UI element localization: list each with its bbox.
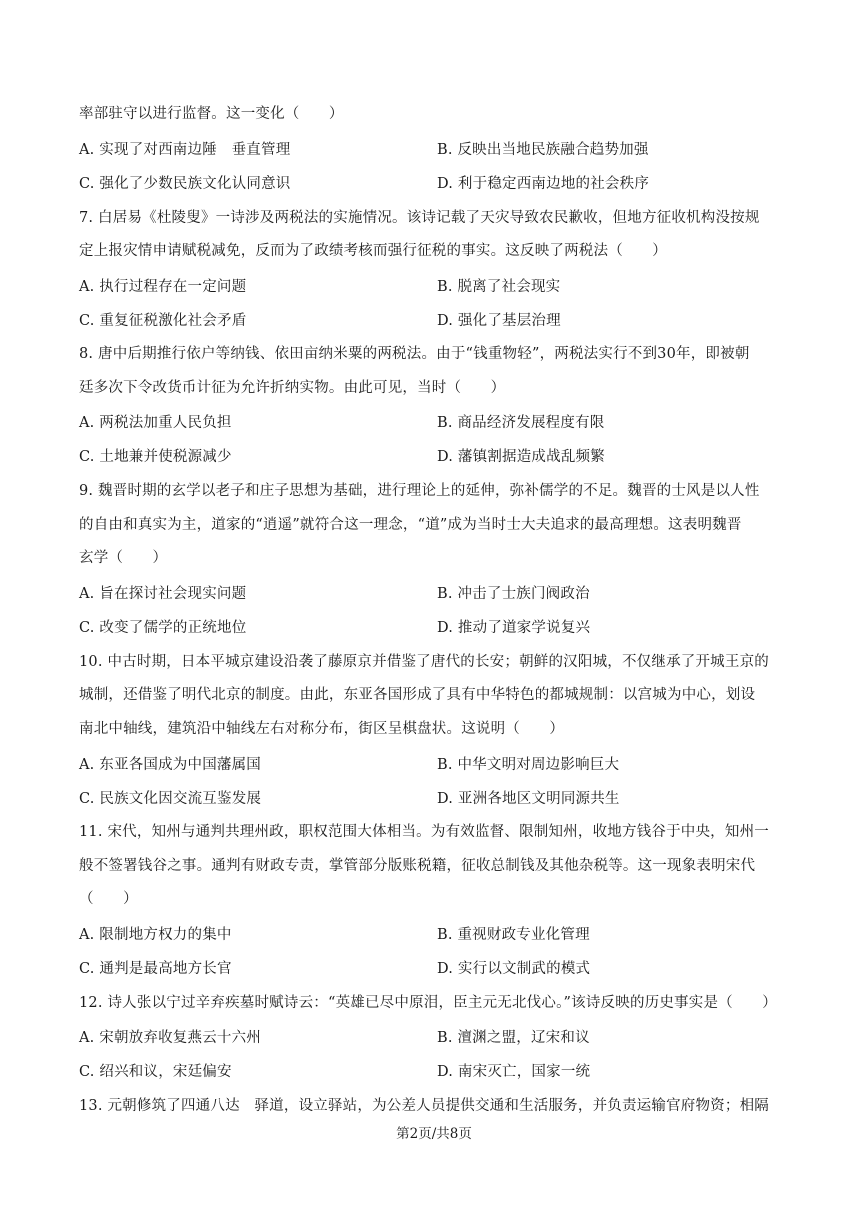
q6-option-b: B. 反映出当地民族融合趋势加强: [437, 142, 649, 158]
q7-option-b: B. 脱离了社会现实: [437, 279, 561, 295]
q12-stem: 12. 诗人张以宁过辛弃疾墓时赋诗云：“英雄已尽中原泪，臣主元无北伐心。”该诗反映的历史事实是（ ）: [79, 995, 777, 1011]
q12-option-c: C. 绍兴和议，宋廷偏安: [79, 1064, 232, 1080]
q8-stem-line2: 廷多次下令改货币计征为允许折纳实物。由此可见，当时（ ）: [79, 380, 506, 396]
q7-stem-line1: 7. 白居易《杜陵叟》一诗涉及两税法的实施情况。该诗记载了天灾导致农民歉收，但地方征收机构没按规: [79, 210, 760, 226]
q7-option-c: C. 重复征税激化社会矛盾: [79, 313, 247, 329]
q10-option-d: D. 亚洲各地区文明同源共生: [437, 791, 620, 807]
q11-option-b: B. 重视财政专业化管理: [437, 927, 590, 943]
q9-stem-line2: 的自由和真实为主，道家的“逍遥”就符合这一理念，“道”成为当时士大夫追求的最高理想。这表明魏晋: [79, 517, 742, 533]
q8-option-a: A. 两税法加重人民负担: [79, 415, 232, 431]
q9-option-d: D. 推动了道家学说复兴: [437, 620, 591, 636]
q9-option-c: C. 改变了儒学的正统地位: [79, 620, 247, 636]
q10-option-b: B. 中华文明对周边影响巨大: [437, 757, 620, 773]
q9-option-a: A. 旨在探讨社会现实问题: [79, 586, 247, 602]
page-number-footer: 第2页/共8页: [396, 1126, 472, 1142]
q10-stem-line1: 10. 中古时期，日本平城京建设沿袭了藤原京并借鉴了唐代的长安；朝鲜的汉阳城，不仅继承了开城王京的: [79, 654, 769, 670]
q7-option-a: A. 执行过程存在一定问题: [79, 279, 247, 295]
q7-option-d: D. 强化了基层治理: [437, 313, 561, 329]
q10-stem-line3: 南北中轴线，建筑沿中轴线左右对称分布，街区呈棋盘状。这说明（ ）: [79, 721, 565, 737]
q8-option-d: D. 藩镇割据造成战乱频繁: [437, 449, 605, 465]
q9-stem-line1: 9. 魏晋时期的玄学以老子和庄子思想为基础，进行理论上的延伸，弥补儒学的不足。魏晋的士风是以人性: [79, 483, 760, 499]
q12-option-d: D. 南宋灭亡，国家一统: [437, 1064, 591, 1080]
q8-option-b: B. 商品经济发展程度有限: [437, 415, 605, 431]
q6-option-d: D. 利于稳定西南边地的社会秩序: [437, 176, 650, 192]
q11-stem-line3: （ ）: [79, 891, 138, 907]
q6-option-a: A. 实现了对西南边陲 垂直管理: [79, 142, 291, 158]
q11-stem-line1: 11. 宋代，知州与通判共理州政，职权范围大体相当。为有效监督、限制知州，收地方钱谷于中央，知州一: [79, 824, 769, 840]
q12-option-b: B. 澶渊之盟，辽宋和议: [437, 1030, 590, 1046]
q7-stem-line2: 定上报灾情申请赋税减免，反而为了政绩考核而强行征税的事实。这反映了两税法（ ）: [79, 243, 667, 259]
q8-option-c: C. 土地兼并使税源减少: [79, 449, 232, 465]
q11-option-c: C. 通判是最高地方长官: [79, 961, 232, 977]
q9-stem-line3: 玄学（ ）: [79, 550, 168, 566]
q9-option-b: B. 冲击了士族门阀政治: [437, 586, 590, 602]
q10-stem-line2: 城制，还借鉴了明代北京的制度。由此，东亚各国形成了具有中华特色的都城规制：以宫城为中心，划设: [79, 687, 756, 703]
q6-option-c: C. 强化了少数民族文化认同意识: [79, 176, 291, 192]
q8-stem-line1: 8. 唐中后期推行依户等纳钱、依田亩纳米粟的两税法。由于“钱重物轻”，两税法实行不到30年，即被朝: [79, 346, 750, 362]
q13-stem-line1: 13. 元朝修筑了四通八达 驿道，设立驿站，为公差人员提供交通和生活服务，并负责运输官府物资；相隔: [79, 1098, 769, 1114]
q11-option-a: A. 限制地方权力的集中: [79, 927, 232, 943]
q11-option-d: D. 实行以文制武的模式: [437, 961, 591, 977]
q11-stem-line2: 般不签署钱谷之事。通判有财政专责，掌管部分版账税籍，征收总制钱及其他杂税等。这一现象表明宋代: [79, 858, 756, 874]
q6-stem-tail: 率部驻守以进行监督。这一变化（ ）: [79, 106, 344, 122]
q10-option-a: A. 东亚各国成为中国藩属国: [79, 757, 261, 773]
q12-option-a: A. 宋朝放弃收复燕云十六州: [79, 1030, 261, 1046]
q10-option-c: C. 民族文化因交流互鉴发展: [79, 791, 262, 807]
